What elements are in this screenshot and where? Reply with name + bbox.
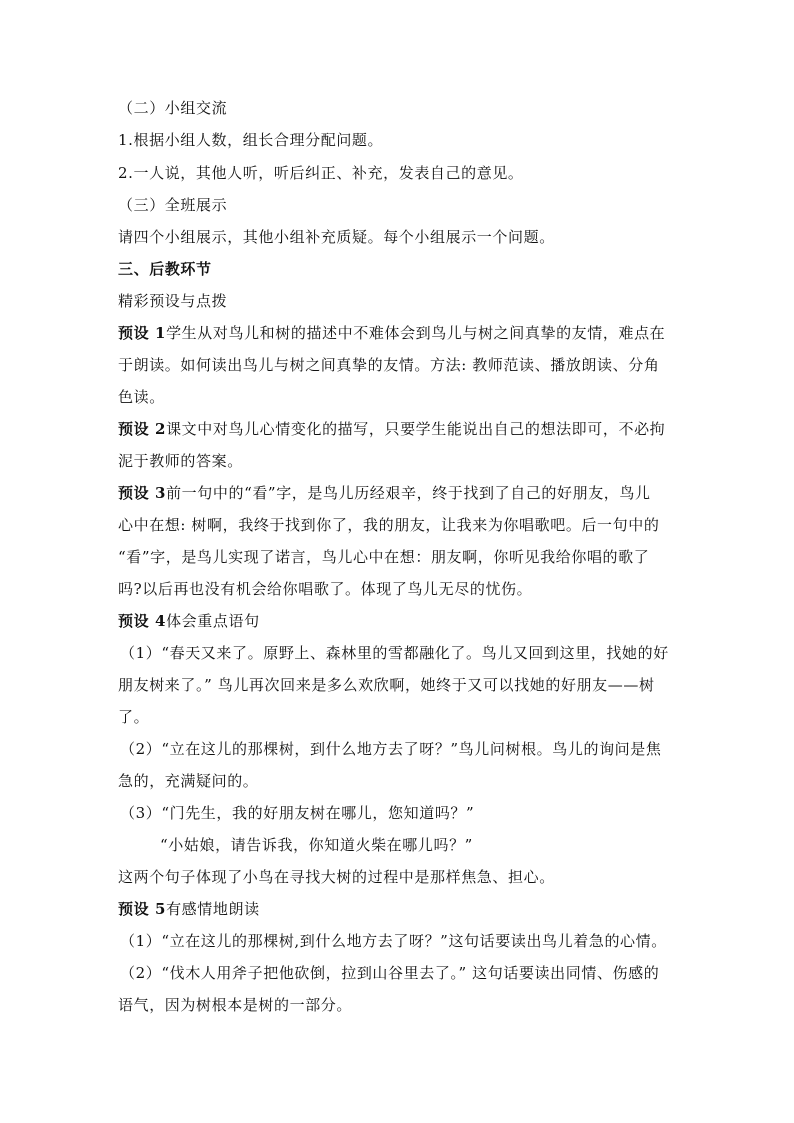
preset-5-line bbox=[118, 899, 678, 919]
preset-text: 前一句中的“看”字，是鸟儿历经艰辛，终于找到了自己的好朋友，鸟儿 bbox=[166, 484, 651, 502]
paragraph: 请四个小组展示，其他小组补充质疑。每个小组展示一个问题。 bbox=[118, 228, 555, 246]
preset-text: 体会重点语句 bbox=[166, 612, 260, 630]
quote-line: （2）“伐木人用斧子把他砍倒，拉到山谷里去了。” 这句话要读出同情、伤感的 bbox=[120, 964, 660, 982]
preset-label: 预设 5 bbox=[118, 900, 167, 918]
paragraph-line: 心中在想: 树啊，我终于找到你了，我的朋友，让我来为你唱歌吧。后一句中的 bbox=[118, 516, 660, 534]
paragraph-line: 泥于教师的答案。 bbox=[118, 452, 243, 470]
preset-text: 课文中对鸟儿心情变化的描写，只要学生能说出自己的想法即可，不必拘 bbox=[166, 420, 666, 438]
preset-1-line bbox=[118, 323, 678, 343]
quote-line: 朋友树来了。” 鸟儿再次回来是多么欢欣啊，她终于又可以找她的好朋友——树 bbox=[118, 676, 655, 694]
list-item: 2.一人说，其他人听，听后纠正、补充，发表自己的意见。 bbox=[118, 164, 524, 182]
quote-line: 了。 bbox=[118, 708, 150, 726]
paragraph-line: 语气，因为树根本是树的一部分。 bbox=[118, 996, 353, 1014]
preset-label: 预设 4 bbox=[118, 612, 167, 630]
paragraph-line: 吗?以后再也没有机会给你唱歌了。体现了鸟儿无尽的忧伤。 bbox=[118, 580, 533, 598]
part-heading: 三、后教环节 bbox=[118, 260, 212, 278]
paragraph-line: 色读。 bbox=[118, 388, 165, 406]
quote-line: （1）“春天又来了。原野上、森林里的雪都融化了。鸟儿又回到这里，找她的好 bbox=[120, 644, 669, 662]
paragraph-line: 于朗读。如何读出鸟儿与树之间真挚的友情。方法: 教师范读、播放朗读、分角 bbox=[118, 356, 660, 374]
subtitle: 精彩预设与点拨 bbox=[118, 292, 228, 310]
quote-line: 急的，充满疑问的。 bbox=[118, 772, 259, 790]
preset-text: 学生从对鸟儿和树的描述中不难体会到鸟儿与树之间真挚的友情，难点在 bbox=[166, 324, 666, 342]
quote-line: “小姑娘，请告诉我，你知道火柴在哪儿吗？” bbox=[160, 836, 473, 854]
quote-line: （1）“立在这儿的那棵树,到什么地方去了呀？”这句话要读出鸟儿着急的心情。 bbox=[120, 932, 667, 950]
quote-line: （3）“门先生，我的好朋友树在哪儿，您知道吗？” bbox=[120, 804, 475, 822]
preset-label: 预设 1 bbox=[118, 324, 167, 342]
list-item: 1.根据小组人数，组长合理分配问题。 bbox=[118, 131, 384, 149]
paragraph-line: 这两个句子体现了小鸟在寻找大树的过程中是那样焦急、担心。 bbox=[118, 868, 555, 886]
preset-text: 有感情地朗读 bbox=[166, 900, 260, 918]
preset-3-line bbox=[118, 483, 678, 503]
section-title: （二）小组交流 bbox=[118, 99, 228, 117]
preset-label: 预设 2 bbox=[118, 420, 167, 438]
preset-2-line bbox=[118, 419, 678, 439]
paragraph-line: “看”字，是鸟儿实现了诺言，鸟儿心中在想：朋友啊，你听见我给你唱的歌了 bbox=[118, 548, 650, 566]
section-title: （三）全班展示 bbox=[118, 196, 228, 214]
preset-4-line bbox=[118, 611, 678, 631]
quote-line: （2）“立在这儿的那棵树，到什么地方去了呀？”鸟儿问树根。鸟儿的询问是焦 bbox=[120, 740, 662, 758]
preset-label: 预设 3 bbox=[118, 484, 167, 502]
